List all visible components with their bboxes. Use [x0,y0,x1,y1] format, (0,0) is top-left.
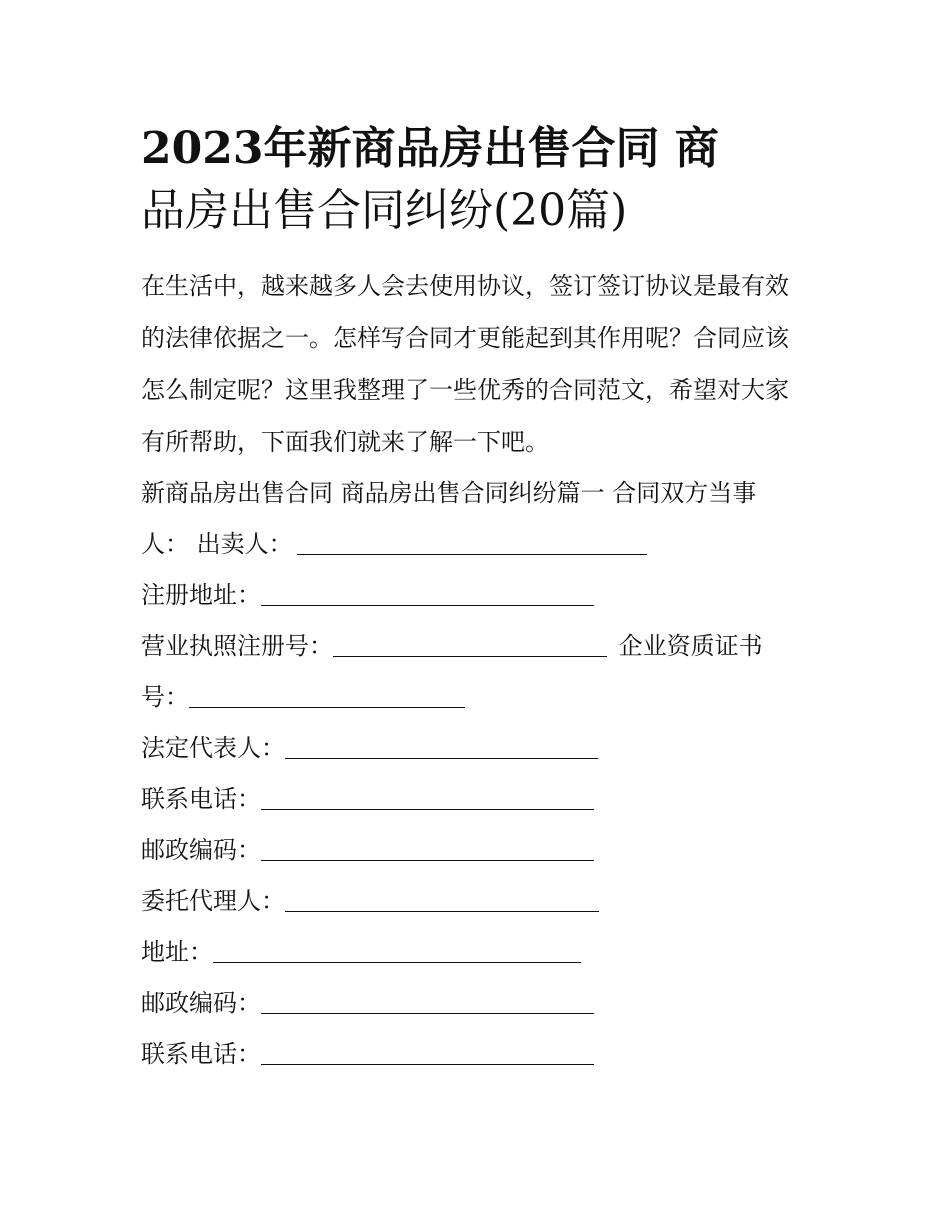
title-line-1: 2023年新商品房出售合同 商 [141,123,719,174]
document-title [141,118,821,242]
agent-row [141,876,821,927]
address-label: 地址： [141,938,213,966]
phone-label: 联系电话： [141,785,261,813]
address-row [141,927,821,978]
registered-address-blank[interactable] [261,581,594,606]
contract-parties-section [141,468,821,1080]
intro-line: 有所帮助，下面我们就来了解一下吧。 [141,428,549,456]
postcode-blank[interactable] [261,836,594,861]
legal-rep-blank[interactable] [285,734,598,759]
postcode-row [141,825,821,876]
cert-number-row [141,672,821,723]
postcode2-row [141,978,821,1029]
seller-blank[interactable] [297,530,647,555]
legal-rep-label: 法定代表人： [141,734,285,762]
phone2-label: 联系电话： [141,1040,261,1068]
seller-label: 人： 出卖人： [141,530,293,558]
intro-line: 怎么制定呢？这里我整理了一些优秀的合同范文，希望对大家 [141,376,789,404]
document-page [141,118,821,1080]
section-heading: 新商品房出售合同 商品房出售合同纠纷篇一 合同双方当事 [141,479,757,507]
seller-row [141,519,821,570]
registered-address-row [141,570,821,621]
postcode2-blank[interactable] [261,989,594,1014]
intro-line: 的法律依据之一。怎样写合同才更能起到其作用呢？合同应该 [141,324,789,352]
address-blank[interactable] [213,938,581,963]
title-line-2: 品房出售合同纠纷(20篇) [141,185,628,236]
legal-rep-row [141,723,821,774]
license-label: 营业执照注册号： [141,632,333,660]
phone-blank[interactable] [261,785,594,810]
phone2-blank[interactable] [261,1040,594,1065]
agent-blank[interactable] [285,887,599,912]
phone-row [141,774,821,825]
postcode-label: 邮政编码： [141,836,261,864]
phone2-row [141,1029,821,1080]
cert-number-label: 号： [141,683,189,711]
cert-label: 企业资质证书 [618,632,763,660]
registered-address-label: 注册地址： [141,581,261,609]
license-row [141,621,821,672]
postcode2-label: 邮政编码： [141,989,261,1017]
agent-label: 委托代理人： [141,887,285,915]
cert-number-blank[interactable] [189,683,465,708]
intro-paragraph [141,260,821,468]
license-blank[interactable] [333,632,607,657]
intro-line: 在生活中，越来越多人会去使用协议，签订签订协议是最有效 [141,272,789,300]
